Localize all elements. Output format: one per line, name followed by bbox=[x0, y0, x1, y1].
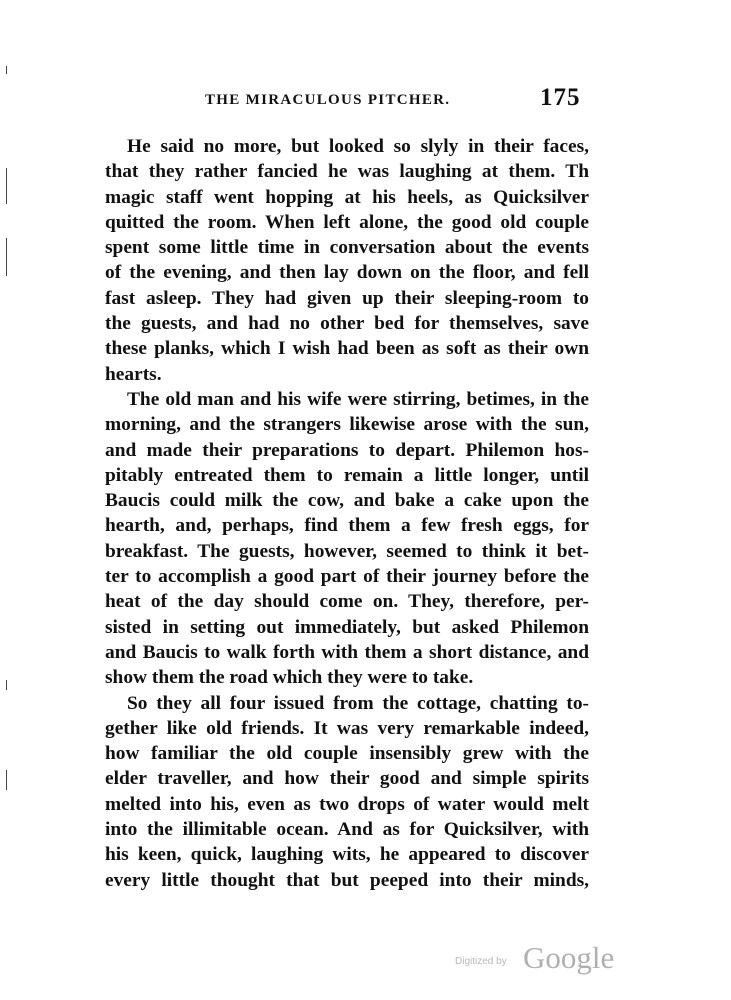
running-head: THE MIRACULOUS PITCHER. bbox=[205, 92, 451, 108]
scan-mark bbox=[6, 770, 7, 790]
text-line: fast asleep. They had given up their sleeping-room to bbox=[105, 287, 589, 309]
text-line: gether like old friends. It was very remarkable indeed, bbox=[105, 717, 589, 739]
page-number: 175 bbox=[540, 84, 581, 111]
scan-mark bbox=[6, 238, 7, 276]
text-line: melted into his, even as two drops of water would melt bbox=[105, 793, 589, 815]
digitized-by-watermark bbox=[455, 940, 615, 976]
google-logo: Google bbox=[523, 940, 615, 975]
text-line: these planks, which I wish had been as soft as their own bbox=[105, 338, 589, 360]
text-line: heat of the day should come on. They, therefore, per- bbox=[105, 591, 589, 613]
text-line: magic staff went hopping at his heels, as Quicksilver bbox=[105, 186, 589, 208]
text-line: ter to accomplish a good part of their journey before the bbox=[105, 566, 589, 588]
text-line: spent some little time in conversation about the events bbox=[105, 237, 589, 259]
text-line: So they all four issued from the cottage, chatting to- bbox=[127, 692, 589, 714]
text-line: of the evening, and then lay down on the floor, and fell bbox=[105, 262, 589, 284]
text-line: elder traveller, and how their good and simple spirits bbox=[105, 768, 589, 790]
text-line: that they rather fancied he was laughing at them. Th bbox=[105, 161, 589, 183]
scan-mark bbox=[6, 66, 7, 74]
text-line: and made their preparations to depart. Philemon hos- bbox=[105, 439, 589, 461]
text-line: the guests, and had no other bed for themselves, save bbox=[105, 313, 589, 335]
text-line: every little thought that but peeped into their minds, bbox=[105, 869, 589, 891]
text-line: hearth, and, perhaps, find them a few fresh eggs, for bbox=[105, 515, 589, 537]
text-line: pitably entreated them to remain a little longer, until bbox=[105, 464, 589, 486]
text-line: and Baucis to walk forth with them a short distance, and bbox=[105, 641, 589, 663]
scan-mark bbox=[6, 680, 7, 690]
text-line: morning, and the strangers likewise arose with the sun, bbox=[105, 414, 589, 436]
text-line: sisted in setting out immediately, but asked Philemon bbox=[105, 616, 589, 638]
watermark-prefix: Digitized by bbox=[455, 956, 507, 967]
text-line: hearts. bbox=[105, 363, 162, 385]
body-text bbox=[105, 134, 589, 893]
text-line: his keen, quick, laughing wits, he appeared to discover bbox=[105, 844, 589, 866]
text-line: how familiar the old couple insensibly grew with the bbox=[105, 743, 589, 765]
text-line: The old man and his wife were stirring, betimes, in the bbox=[127, 388, 589, 410]
text-line: quitted the room. When left alone, the good old couple bbox=[105, 211, 589, 233]
scan-mark bbox=[6, 168, 7, 204]
text-line: breakfast. The guests, however, seemed to think it bet- bbox=[105, 540, 589, 562]
text-line: into the illimitable ocean. And as for Quicksilver, with bbox=[105, 819, 589, 841]
text-line: show them the road which they were to take. bbox=[105, 667, 474, 689]
text-line: He said no more, but looked so slyly in their faces, bbox=[127, 136, 589, 157]
text-line: Baucis could milk the cow, and bake a cake upon the bbox=[105, 490, 589, 512]
